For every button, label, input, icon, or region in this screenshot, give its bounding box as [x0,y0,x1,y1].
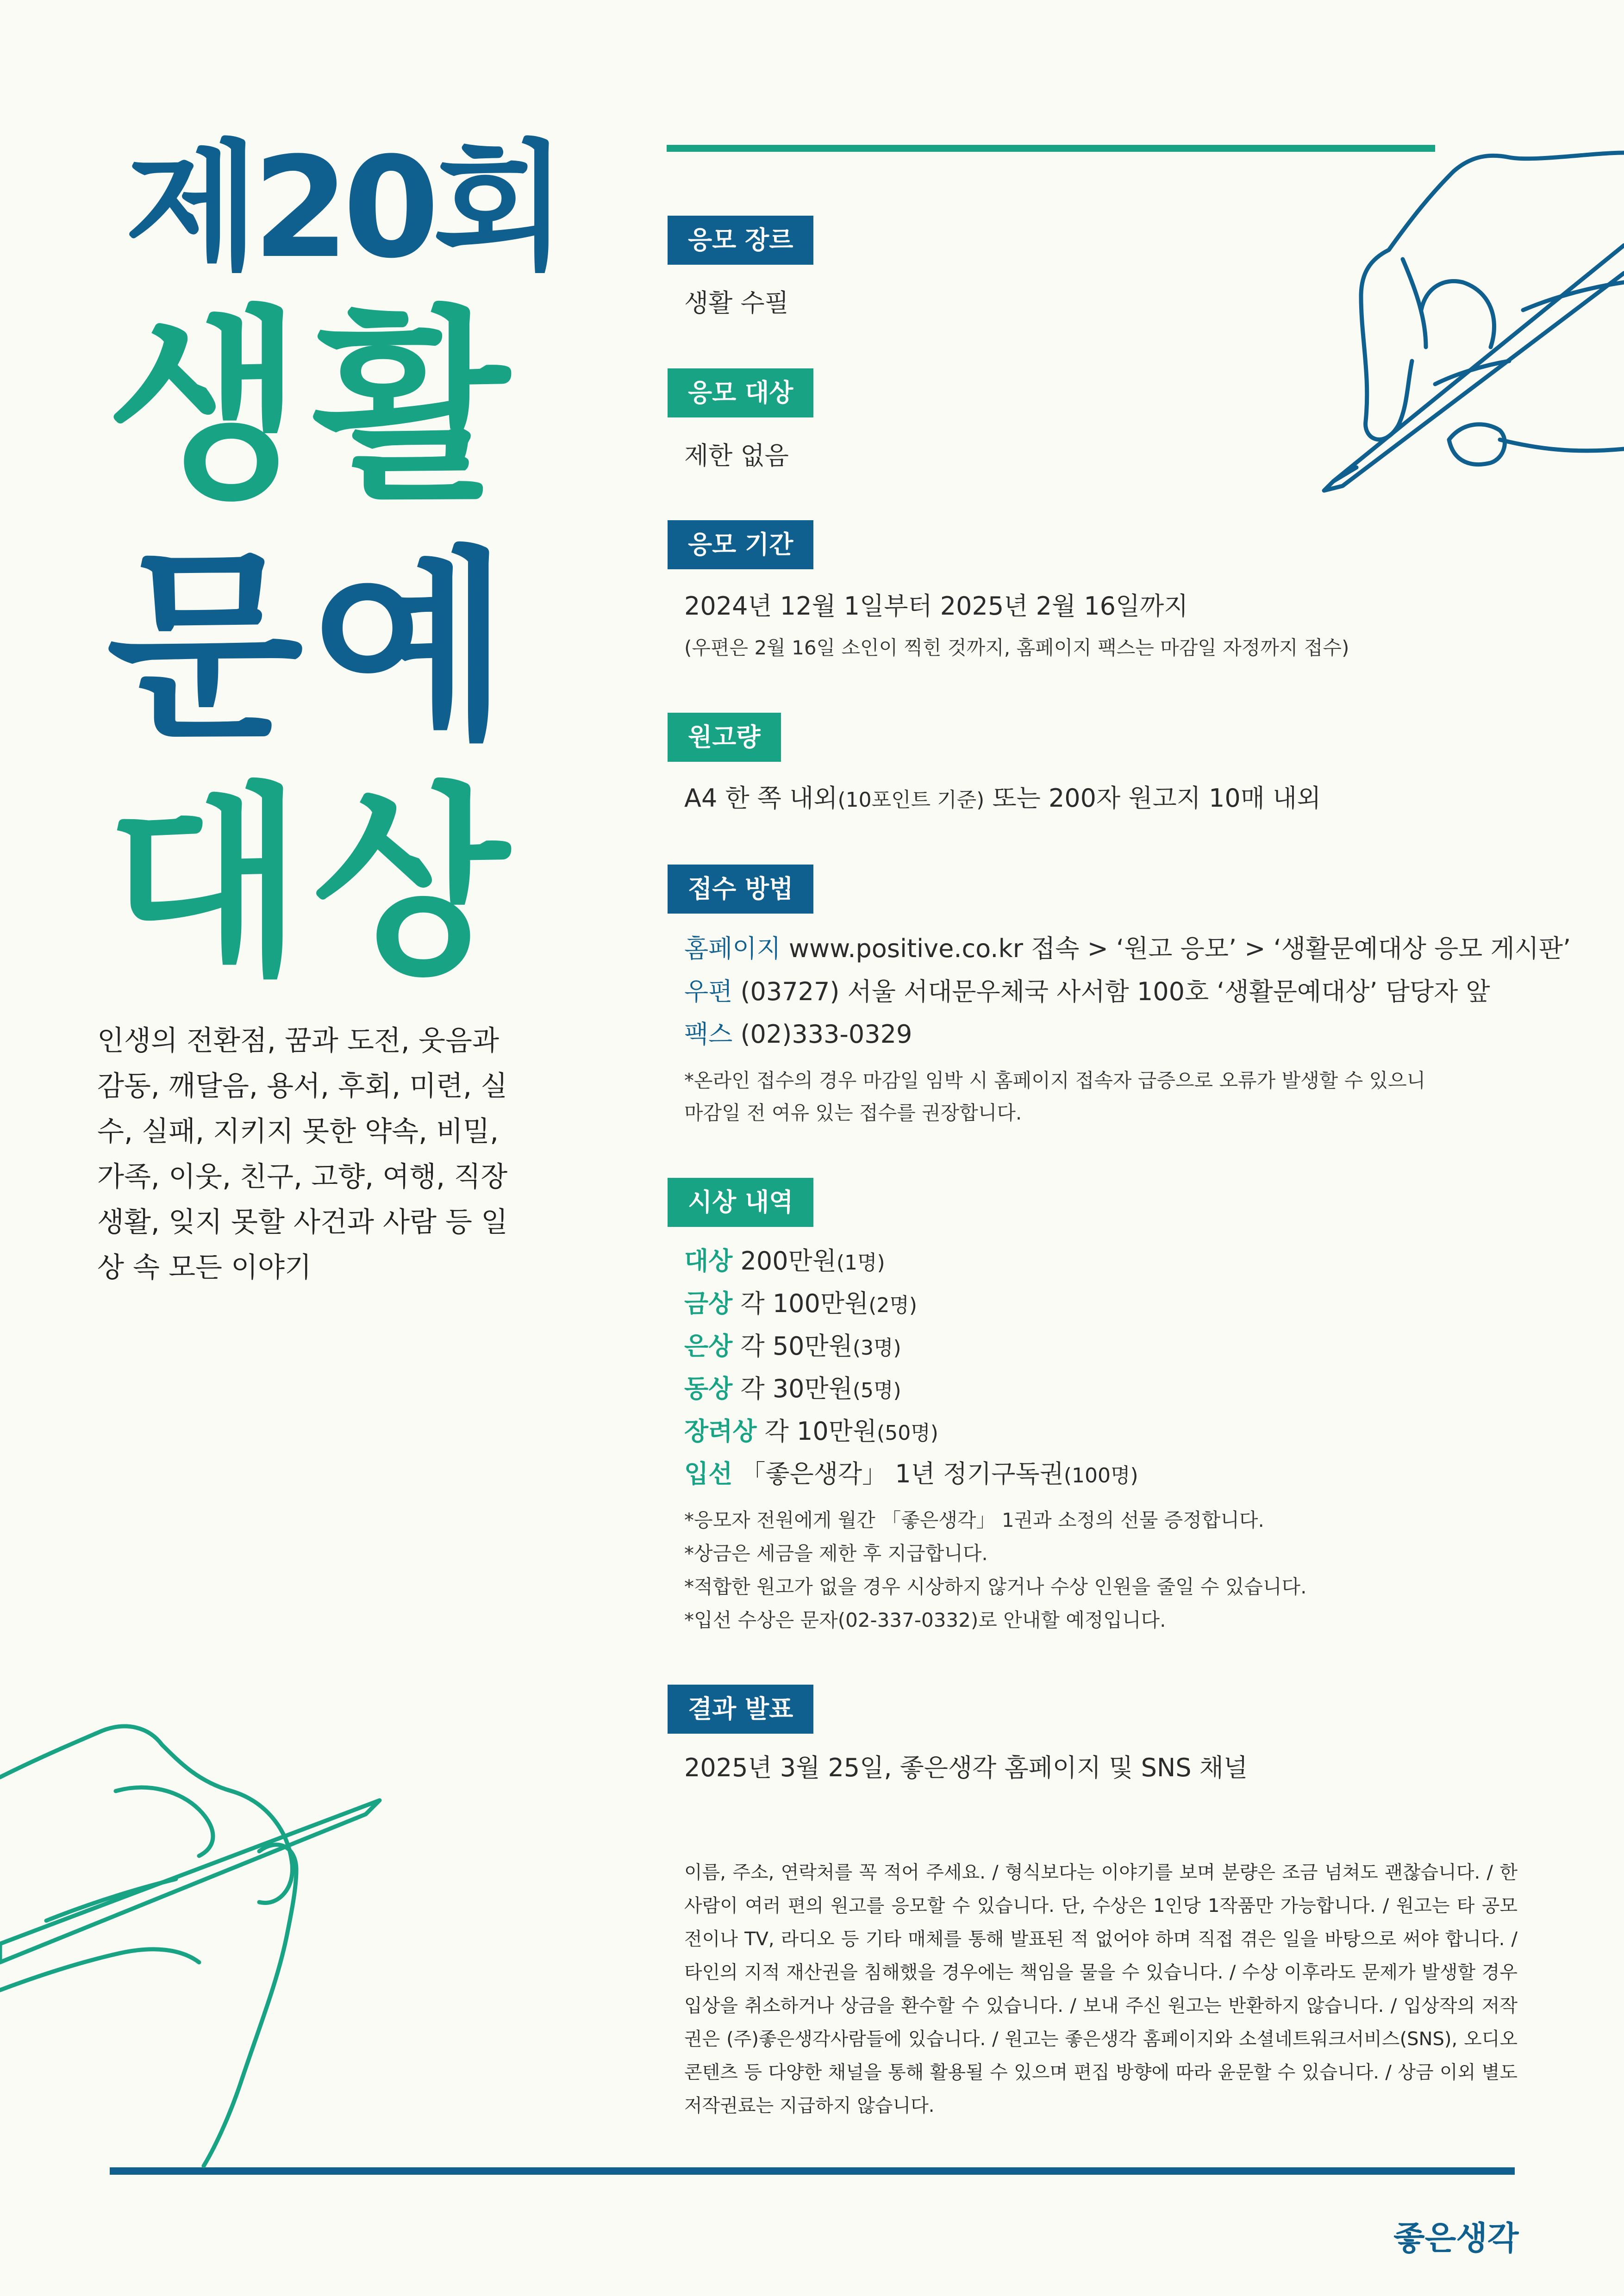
target-label: 응모 대상 [668,368,813,417]
award-item: 장려상 각 10만원(50명) [684,1417,938,1446]
volume-label: 원고량 [668,713,781,762]
title-line-3: 대상 [106,765,519,1002]
award-item: 금상 각 100만원(2명) [684,1289,918,1318]
writing-hand-top-illustration [1315,143,1624,495]
method-fax: 팩스 (02)333-0329 [684,1020,912,1049]
period-note: (우편은 2월 16일 소인이 찍힌 것까지, 홈페이지 팩스는 마감일 자정까지 접수) [684,636,1349,659]
award-note: *응모자 전원에게 월간 「좋은생각」 1권과 소정의 선물 증정합니다. [684,1509,1264,1531]
method-note-2: 마감일 전 여유 있는 접수를 권장합니다. [684,1101,1022,1124]
period-value: 2024년 12월 1일부터 2025년 2월 16일까지 [684,591,1188,621]
bottom-divider [110,2167,1515,2175]
awards-label: 시상 내역 [668,1178,813,1227]
award-note: *상금은 세금을 제한 후 지급합니다. [684,1542,988,1565]
award-note: *입선 수상은 문자(02-337-0332)로 안내할 예정입니다. [684,1609,1166,1631]
result-value: 2025년 3월 25일, 좋은생각 홈페이지 및 SNS 채널 [684,1753,1248,1782]
result-label: 결과 발표 [668,1685,813,1734]
method-label: 접수 방법 [668,865,813,914]
period-label: 응모 기간 [668,520,813,569]
award-note: *적합한 원고가 없을 경우 시상하지 않거나 수상 인원을 줄일 수 있습니다. [684,1575,1307,1598]
award-item: 대상 200만원(1명) [684,1246,885,1276]
genre-value: 생활 수필 [684,288,789,317]
award-item: 입선 「좋은생각」 1년 정기구독권(100명) [684,1459,1138,1488]
award-item: 은상 각 50만원(3명) [684,1332,901,1361]
contest-description: 인생의 전환점, 꿈과 도전, 웃음과 감동, 깨달음, 용서, 후회, 미련, 실수, 실패, 지키지 못한 약속, 비밀, 가족, 이웃, 친구, 고향, 여행, 직장 생활, 잊지 못할 사건과 사람 등 일상 속 모든 이야기 [97,1025,508,1284]
target-value: 제한 없음 [684,441,789,470]
genre-label: 응모 장르 [668,216,813,265]
writing-hand-bottom-illustration [0,1703,380,2166]
publisher-logo: 좋은생각 [1393,2219,1519,2257]
method-homepage: 홈페이지 www.positive.co.kr 접속 > ‘원고 응모’ > ‘생활문예대상 응모 게시판’ [684,934,1571,963]
award-item: 동상 각 30만원(5명) [684,1374,901,1403]
method-note-1: *온라인 접수의 경우 마감일 임박 시 홈페이지 접속자 급증으로 오류가 발생할 수 있으니 [684,1069,1426,1092]
volume-value: A4 한 쪽 내외(10포인트 기준) 또는 200자 원고지 10매 내외 [684,784,1321,813]
fine-print: 이름, 주소, 연락처를 꼭 적어 주세요. / 형식보다는 이야기를 보며 분량은 조금 넘쳐도 괜찮습니다. / 한 사람이 여러 편의 원고를 응모할 수 있습니다. 단, 수상은 1인당 1작품만 가능합니다. / 원고는 타 공모전이나 TV, 라디오 등 기타 매체를 통해 발표된 적 없어야 하며 직접 겪은 일을 바탕으로 써야 합니다. / 타인의 지적 재산권을 침해했을 경우에는 책임을 물을 수 있습니다. / 수상 이후라도 문제가 발생할 경우 입상을 취소하거나 상금을 환수할 수 있습니다. / 보내 주신 원고는 반환하지 않습니다. / 입상작의 저작권은 (주)좋은생각사람들에 있습니다. / 원고는 좋은생각 홈페이지와 소셜네트워크서비스(SNS), 오디오 콘텐츠 등 다양한 채널을 통해 활용될 수 있으며 편집 방향에 따라 윤문할 수 있습니다. / 상금 이외 별도 저작권료는 지급하지 않습니다. [684,1862,1518,2116]
title-line-1: 생활 [106,289,519,526]
edition-title: 제20회 [125,127,561,289]
title-line-2: 문예 [106,529,519,766]
method-post: 우편 (03727) 서울 서대문우체국 사서함 100호 ‘생활문예대상’ 담당자 앞 [684,977,1490,1006]
